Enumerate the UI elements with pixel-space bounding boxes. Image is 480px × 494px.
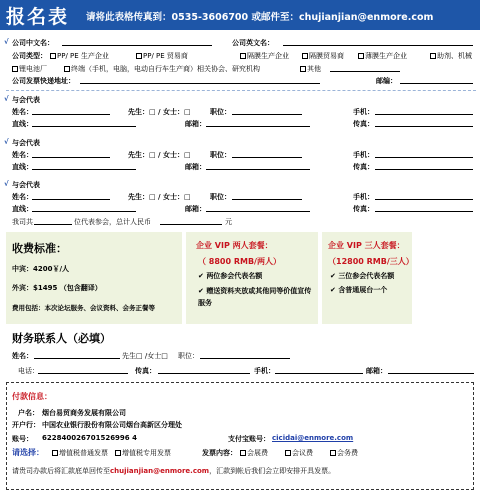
attendee-2-mobile-field[interactable] <box>375 157 473 158</box>
company-type-option-5[interactable]: 薄膜生产企业 <box>358 51 407 61</box>
attendee-1-title-field[interactable] <box>232 114 302 115</box>
total-amount-field[interactable] <box>160 224 222 225</box>
attendee-1-heading: 与会代表 <box>12 96 40 104</box>
vip-two-item: ✔ 赠送资料夹放或其他同等价值宣传服务 <box>198 287 312 307</box>
attendee-count-field[interactable] <box>34 224 72 225</box>
attendee-email-label: 邮箱： <box>185 163 206 171</box>
company-en-label: 公司英文名： <box>232 39 274 47</box>
attendee-mobile-label: 手机： <box>353 108 374 116</box>
vip-three-price: （12800 RMB/三人） <box>328 257 414 266</box>
checkbox-icon <box>330 450 336 456</box>
checkbox-icon <box>12 66 18 72</box>
attendee-fax-label: 传真： <box>353 163 374 171</box>
company-type-option-1[interactable]: PP/ PE 生产企业 <box>50 51 109 61</box>
account-name-label: 户名： <box>18 409 39 417</box>
postcode-label: 邮编： <box>376 77 397 85</box>
attendee-2-email-field[interactable] <box>206 169 310 170</box>
select-label: 请选择： <box>12 448 44 457</box>
attendee-gender-label: 先生：□ / 女士：□ <box>128 151 191 159</box>
payment-note-email[interactable]: chujianjian@enmore.com <box>110 467 210 475</box>
attendee-3-fax-field[interactable] <box>375 211 473 212</box>
checkbox-icon <box>358 53 364 59</box>
checkbox-icon <box>430 53 436 59</box>
attendee-1-email-field[interactable] <box>206 126 310 127</box>
finance-mobile-label: 手机： <box>254 367 275 375</box>
vip-three-title: 企业 VIP 三人套餐： <box>328 241 405 250</box>
attendee-3-name-field[interactable] <box>32 199 110 200</box>
finance-mobile-field[interactable] <box>275 373 363 374</box>
finance-phone-label: 电话： <box>18 367 39 375</box>
checkbox-icon <box>64 66 70 72</box>
attendee-fax-label: 传真： <box>353 120 374 128</box>
attendee-email-label: 邮箱： <box>185 120 206 128</box>
attendee-1-mobile-field[interactable] <box>375 114 473 115</box>
finance-email-label: 邮箱： <box>366 367 387 375</box>
company-type-option-9[interactable]: 其他 <box>300 64 321 74</box>
page-title: 报名表 <box>6 6 70 28</box>
vip-three-item: ✔ 三位参会代表名额 <box>330 272 395 280</box>
company-type-option-6[interactable]: 助剂、机械 <box>430 51 472 61</box>
attendee-3-email-field[interactable] <box>206 211 310 212</box>
arrow-icon: √ <box>4 95 9 103</box>
attendee-3-phone-field[interactable] <box>32 211 136 212</box>
attendee-2-fax-field[interactable] <box>375 169 473 170</box>
attendee-gender-label: 先生：□ / 女士：□ <box>128 108 191 116</box>
company-cn-field[interactable] <box>62 45 212 46</box>
vip-two-item: ✔ 两位参会代表名额 <box>198 272 263 280</box>
company-type-label: 公司类型： <box>12 52 47 60</box>
arrow-icon: √ <box>4 38 9 46</box>
arrow-icon: √ <box>4 138 9 146</box>
checkbox-icon <box>240 450 246 456</box>
arrow-icon: √ <box>4 180 9 188</box>
summary-middle: 位代表参会，总计人民币 <box>74 218 151 226</box>
bank-name: 中国农业银行股份有限公司烟台高新区分理处 <box>42 421 182 429</box>
company-en-field[interactable] <box>283 45 473 46</box>
summary-suffix: 元 <box>225 218 232 226</box>
company-cn-label: 公司中文名： <box>12 39 54 47</box>
attendee-1-name-field[interactable] <box>32 114 110 115</box>
attendee-fax-label: 传真： <box>353 205 374 213</box>
attendee-name-label: 姓名： <box>12 193 33 201</box>
attendee-2-heading: 与会代表 <box>12 139 40 147</box>
invoice-content-option-2[interactable]: 会议费 <box>285 448 313 458</box>
checkbox-icon <box>50 53 56 59</box>
finance-fax-field[interactable] <box>158 373 250 374</box>
company-type-option-8[interactable]: 终端（手机，电脑，电动自行车生产商）相关协会、研究机构 <box>64 64 260 74</box>
divider <box>6 90 476 91</box>
alipay-label: 支付宝账号： <box>228 435 270 443</box>
attendee-3-mobile-field[interactable] <box>375 199 473 200</box>
account-no: 622840026701526996 4 <box>42 434 137 442</box>
address-field[interactable] <box>80 83 320 84</box>
postcode-field[interactable] <box>400 83 473 84</box>
finance-title-label: 职位： <box>178 352 199 360</box>
invoice-content-option-3[interactable]: 会务费 <box>330 448 358 458</box>
address-label: 公司发票快递地址： <box>12 77 75 85</box>
finance-title: 财务联系人（必填） <box>12 332 111 345</box>
finance-phone-field[interactable] <box>38 373 128 374</box>
attendee-1-phone-field[interactable] <box>32 126 136 127</box>
attendee-phone-label: 直线： <box>12 163 33 171</box>
finance-name-field[interactable] <box>34 358 120 359</box>
attendee-1-fax-field[interactable] <box>375 126 473 127</box>
attendee-2-phone-field[interactable] <box>32 169 136 170</box>
attendee-email-label: 邮箱： <box>185 205 206 213</box>
attendee-phone-label: 直线： <box>12 205 33 213</box>
attendee-name-label: 姓名： <box>12 151 33 159</box>
invoice-content-option-1[interactable]: 会展费 <box>240 448 268 458</box>
finance-gender-label: 先生□ /女士□ <box>122 352 168 360</box>
attendee-3-title-field[interactable] <box>232 199 302 200</box>
invoice-special-option[interactable]: 增值税专用发票 <box>115 448 171 458</box>
checkbox-icon <box>115 450 121 456</box>
payment-note: 请贵司办款后将汇款底单回传至chujianjian@enmore.com，汇款到帐后我们会立即安排开具发票。 <box>12 467 336 475</box>
attendee-mobile-label: 手机： <box>353 151 374 159</box>
summary-prefix: 我司共 <box>12 218 33 226</box>
attendee-mobile-label: 手机： <box>353 193 374 201</box>
checkbox-icon <box>52 450 58 456</box>
company-type-option-7[interactable]: 锂电池厂 <box>12 64 47 74</box>
invoice-content-label: 发票内容： <box>202 449 237 457</box>
checkbox-icon <box>285 450 291 456</box>
finance-fax-label: 传真： <box>135 367 156 375</box>
checkbox-icon <box>240 53 246 59</box>
bank-label: 开户行： <box>12 421 40 429</box>
invoice-normal-option[interactable]: 增值税普通发票 <box>52 448 108 458</box>
attendee-3-heading: 与会代表 <box>12 181 40 189</box>
checkbox-icon <box>302 53 308 59</box>
account-no-label: 账号： <box>12 435 33 443</box>
attendee-title-label: 职位： <box>210 151 231 159</box>
company-type-option-3[interactable]: 隔膜生产企业 <box>240 51 289 61</box>
attendee-gender-label: 先生：□ / 女士：□ <box>128 193 191 201</box>
vip-three-item: ✔ 含普通展台一个 <box>330 286 388 294</box>
fees-foreign: 外宾：$1495 （包含翻译） <box>12 284 102 292</box>
company-type-option-4[interactable]: 隔膜贸易商 <box>302 51 344 61</box>
attendee-phone-label: 直线： <box>12 120 33 128</box>
payment-title: 付款信息： <box>12 392 52 401</box>
alipay-account[interactable]: cicidai@enmore.com <box>272 434 354 442</box>
attendee-title-label: 职位： <box>210 108 231 116</box>
finance-email-field[interactable] <box>388 373 474 374</box>
header-instruction: 请将此表格传真到：0535-3606700 或邮件至：chujianjian@enmore.com <box>86 12 434 23</box>
finance-name-label: 姓名： <box>12 352 33 360</box>
checkbox-icon <box>136 53 142 59</box>
attendee-2-title-field[interactable] <box>232 157 302 158</box>
attendee-name-label: 姓名： <box>12 108 33 116</box>
checkbox-icon <box>300 66 306 72</box>
fees-cn: 中宾：4200￥/人 <box>12 265 70 273</box>
attendee-2-name-field[interactable] <box>32 157 110 158</box>
account-name: 烟台易贸商务发展有限公司 <box>42 409 126 417</box>
vip-two-price: （ 8800 RMB/两人） <box>198 257 281 266</box>
header-band <box>0 0 480 30</box>
finance-title-field[interactable] <box>200 358 290 359</box>
attendee-title-label: 职位： <box>210 193 231 201</box>
company-type-other-field[interactable] <box>330 71 400 72</box>
company-type-option-2[interactable]: PP/ PE 贸易商 <box>136 51 188 61</box>
vip-two-title: 企业 VIP 两人套餐： <box>196 241 273 250</box>
fees-includes: 费用包括：本次论坛服务、会议资料、会务正餐等 <box>12 304 155 312</box>
fees-title: 收费标准： <box>12 242 67 255</box>
